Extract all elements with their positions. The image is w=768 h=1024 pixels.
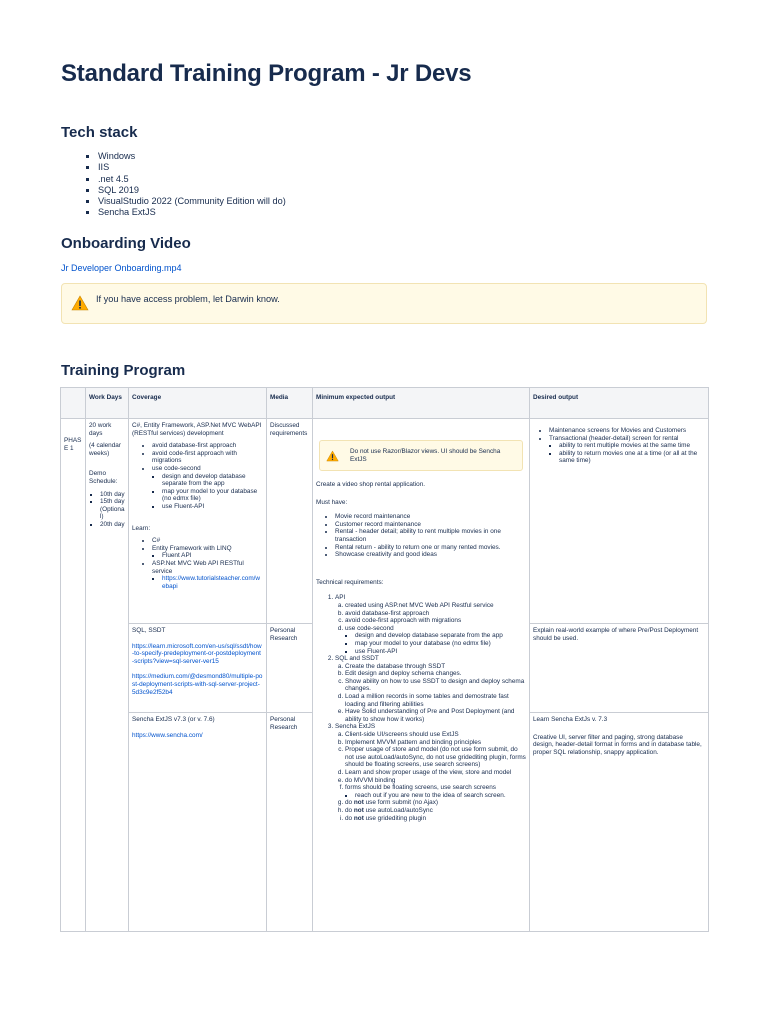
list-item: ▪ 20th day (100, 521, 125, 529)
list-item: ▪ SQL 2019 (98, 185, 286, 196)
coverage-list (132, 442, 263, 510)
list-item (549, 435, 705, 465)
list-item: • Customer record maintenance (335, 521, 526, 529)
column-header: Media (267, 388, 313, 419)
list-item: c. Proper usage of store and model (do not use form submit, do not use autoLoad/autoSync, do not use gridediting plugin, forms should be floating screens, use search screens) (345, 746, 526, 769)
demo-schedule-list (89, 491, 125, 529)
notice-text: If you have access problem, let Darwin know. (96, 294, 280, 304)
sub-list (345, 792, 526, 800)
list-item: • Maintenance screens for Movies and Customers (549, 427, 705, 435)
learn-list (132, 537, 263, 590)
media-cell: Discussed requirements (267, 419, 313, 624)
list-item-rest: use autoLoad/autoSync (363, 806, 433, 814)
desired-text: Creative UI, server filter and paging, strong database design, header-detail format in forms and in database table, proper SQL relationship, snappy application. (533, 733, 702, 756)
minimum-output-cell (313, 419, 530, 932)
list-item: ▪ reach out if you are new to the idea of search screen. (355, 792, 526, 800)
list-item: • C# (152, 537, 263, 545)
tech-stack-heading: Tech stack (61, 124, 138, 141)
list-item (345, 625, 526, 655)
coverage-cell (129, 419, 267, 624)
sub-list (335, 602, 526, 655)
list-item: ▪ VisualStudio 2022 (Community Edition will do) (98, 196, 286, 207)
phase-cell (61, 419, 86, 932)
desired-title: Learn Sencha ExtJs v. 7.3 (533, 716, 608, 723)
list-item: c. Show ability on how to use SSDT to design and deploy schema changes. (345, 678, 526, 693)
desired-output-cell (530, 713, 709, 932)
list-item (345, 784, 526, 799)
table-header-row (61, 388, 709, 419)
desired-list (533, 427, 705, 465)
inner-warning-text: Do not use Razor/Blazor views. UI should be Sencha ExtJS (350, 448, 501, 463)
sub-list (335, 731, 526, 822)
learn-label: Learn: (132, 524, 151, 532)
list-item: c. avoid code-first approach with migrations (345, 617, 526, 625)
list-item: b. Edit design and deploy schema changes. (345, 670, 526, 678)
work-days-cell (86, 419, 129, 932)
must-have-label: Must have: (316, 498, 348, 506)
sub-list (335, 663, 526, 724)
must-have-list (316, 513, 526, 559)
media-cell: Personal Research (267, 713, 313, 932)
list-item: ▪ map your model to your database (no edmx file) (162, 488, 263, 503)
do-word: do (345, 806, 354, 814)
column-header: Coverage (129, 388, 267, 419)
sub-list (152, 552, 263, 560)
phase-label: PHASE 1 (64, 437, 82, 452)
sub-list (345, 632, 526, 655)
list-item: • avoid code-first approach with migrations (152, 450, 263, 465)
onboarding-video-link[interactable]: Jr Developer Onboarding.mp4 (61, 263, 182, 273)
warning-icon (71, 295, 89, 311)
sencha-link[interactable]: https://www.sencha.com/ (132, 731, 203, 739)
list-item: ▪ use Fluent-API (355, 648, 526, 656)
medium-article-link[interactable]: https://medium.com/@desmond80/multiple-post-deployment-scripts-with-sql-server-project-5d3c9e2f52b4 (132, 673, 263, 696)
tutorial-link[interactable]: https://www.tutorialsteacher.com/webapi (162, 575, 261, 590)
list-item (335, 723, 526, 822)
list-item: a. Create the database through SSDT (345, 663, 526, 671)
not-word: not (353, 799, 364, 807)
list-item-label: Entity Framework with LINQ (152, 544, 232, 552)
list-item: d. Learn and show proper usage of the view, store and model (345, 769, 526, 777)
demo-schedule-label: Demo Schedule: (89, 470, 118, 485)
list-item-rest: use gridediting plugin (363, 814, 427, 822)
list-item (152, 560, 263, 590)
list-item: a. created using ASP.net MVC Web API Restful service (345, 602, 526, 610)
list-item: • Rental - header detail; ability to rent multiple movies in one transaction (335, 528, 526, 543)
ssdt-docs-link[interactable]: https://learn.microsoft.com/en-us/sql/ssdt/how-to-specify-predeployment-or-postdeployment-scripts?view=sql-server-ver15 (132, 642, 262, 665)
list-item: ▪ use Fluent-API (162, 503, 263, 511)
list-item: • Showcase creativity and good ideas (335, 551, 526, 559)
not-word: not (353, 806, 364, 814)
page-title: Standard Training Program - Jr Devs (61, 60, 472, 87)
sub-list (152, 473, 263, 511)
not-word: not (353, 814, 364, 822)
list-item: ▪ 10th day (100, 491, 125, 499)
training-program-heading: Training Program (61, 362, 186, 379)
list-item: ▪ design and develop database separate from the app (162, 473, 263, 488)
work-days-text: 20 work days (89, 422, 112, 437)
list-item-label: use code-second (152, 464, 201, 472)
coverage-title: C#, Entity Framework, ASP.Net MVC WebAPI (RESTful services) development (132, 422, 262, 437)
list-item-label: API (335, 594, 346, 602)
list-item: a. Client-side UI/screens should use ExtJS (345, 731, 526, 739)
coverage-cell (129, 624, 267, 713)
list-item-label: Transactional (header-detail) screen for rental (549, 434, 679, 442)
sub-list (549, 442, 705, 465)
list-item: ▪ Sencha ExtJS (98, 207, 286, 218)
technical-requirements-label: Technical requirements: (316, 578, 384, 586)
column-header: Minimum expected output (313, 388, 530, 419)
list-item (335, 594, 526, 655)
coverage-title: Sencha ExtJS v7.3 (or v. 7.6) (132, 716, 215, 723)
list-item: ▪ design and develop database separate from the app (355, 632, 526, 640)
coverage-title: SQL, SSDT (132, 627, 166, 634)
sub-list (152, 575, 263, 590)
list-item (152, 545, 263, 560)
calendar-weeks-text: (4 calendar weeks) (89, 442, 121, 457)
list-item (152, 465, 263, 511)
list-item: ▪ Fluent API (162, 552, 263, 560)
technical-requirements-list (316, 594, 526, 822)
list-item: ▪ 15th day (Optional) (100, 498, 125, 521)
inner-warning-panel (319, 440, 523, 471)
table-row (61, 419, 709, 624)
list-item (345, 815, 526, 823)
list-item: ▪ ability to rent multiple movies at the same time (559, 442, 705, 450)
warning-icon (326, 450, 339, 462)
training-table (60, 387, 709, 932)
coverage-cell (129, 713, 267, 932)
media-cell: Personal Research (267, 624, 313, 713)
list-item (345, 807, 526, 815)
column-header: Desired output (530, 388, 709, 419)
do-word: do (345, 814, 354, 822)
desired-output-cell (530, 419, 709, 624)
list-item-label: forms should be floating screens, use search screens (345, 784, 496, 792)
list-item: b. Implement MVVM pattern and binding principles (345, 739, 526, 747)
list-item-label: Sencha ExtJS (335, 723, 376, 731)
list-item (345, 799, 526, 807)
list-item-label: SQL and SSDT (335, 655, 379, 663)
tech-stack-list (86, 151, 286, 219)
list-item (162, 575, 263, 590)
intro-text: Create a video shop rental application. (316, 481, 426, 488)
list-item: e. Have Solid understanding of Pre and Post Deployment (and ability to show how it works) (345, 708, 526, 723)
do-word: do (345, 799, 354, 807)
list-item (335, 655, 526, 723)
list-item-rest: use form submit (no Ajax) (363, 799, 439, 807)
list-item: • Movie record maintenance (335, 513, 526, 521)
list-item: ▪ .net 4.5 (98, 174, 286, 185)
list-item: ▪ map your model to your database (no edmx file) (355, 640, 526, 648)
list-item: ▪ IIS (98, 162, 286, 173)
list-item: ▪ Windows (98, 151, 286, 162)
list-item: ▪ ability to return movies one at a time (or all at the same time) (559, 450, 705, 465)
list-item: • avoid database-first approach (152, 442, 263, 450)
list-item-label: use code-second (345, 624, 394, 632)
list-item: e. do MVVM binding (345, 777, 526, 785)
desired-output-cell: Explain real-world example of where Pre/Post Deployment should be used. (530, 624, 709, 713)
list-item: b. avoid database-first approach (345, 610, 526, 618)
onboarding-heading: Onboarding Video (61, 235, 191, 252)
list-item: d. Load a million records in some tables and demostrate fast loading and filtering abilities (345, 693, 526, 708)
column-header (61, 388, 86, 419)
info-panel-warning (61, 283, 707, 324)
list-item-label: ASP.Net MVC Web API RESTful service (152, 559, 244, 575)
column-header: Work Days (86, 388, 129, 419)
list-item: • Rental return - ability to return one or many rented movies. (335, 544, 526, 552)
